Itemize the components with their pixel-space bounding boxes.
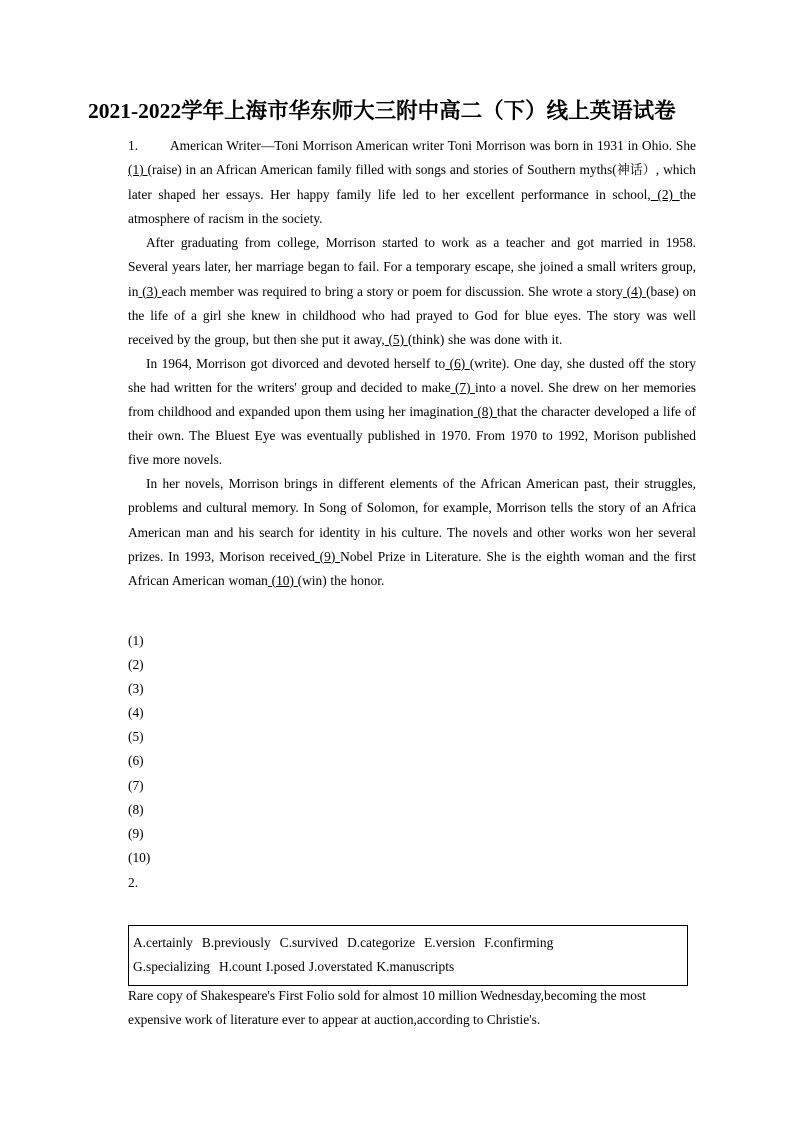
blank-2[interactable]: (2) [650,187,680,203]
answer-row[interactable]: (3) [128,681,144,697]
question-number-1: 1. [128,138,139,153]
word-option-a[interactable]: A.certainly [133,935,193,950]
word-option-j[interactable]: J.overstated [308,959,373,975]
paragraph-1 [128,134,696,231]
answer-row[interactable]: (7) [128,777,144,793]
blank-3[interactable]: (3) [138,283,162,299]
word-bank-line-2 [133,955,683,979]
p4-text-b: Nobel Prize in Literature. She is the eighth woman and the first African American woman [128,548,697,588]
answer-row[interactable]: (6) [128,753,144,769]
answer-row[interactable]: (9) [128,825,144,841]
p1-text-c: , which later shaped her essays. Her happy family life led to her excellent performance in school, [128,162,696,203]
question-2-passage [128,984,696,1032]
blank-9[interactable]: (9) [314,548,341,564]
word-option-i[interactable]: I.posed [265,959,305,975]
word-option-k[interactable]: K.manuscripts [376,959,455,975]
passage-line-1: Rare copy of Shakespeare's First Folio sold for almost 10 million Wednesday,becoming the most [128,988,646,1003]
paragraph-4 [128,472,696,592]
p1-text-a: American Writer—Toni Morrison American writer Toni Morrison was born in 1931 in Ohio. She [170,138,696,153]
p2-text-d: (think) she was done with it. [407,331,563,347]
paragraph-2 [128,231,696,351]
p2-text-a: After graduating from college, Morrison started to work as a teacher and got married in 1958. Several years later, her marriage began to fail. For a temporary escape, she joined a small writers group, in [128,235,696,299]
word-bank-box [128,925,688,986]
word-bank-line-1 [133,931,683,955]
p2-text-c: (base) on the life of a girl she knew in childhood who had prayed to God for blue eyes. The story was well received by the group, but then she put it away, [128,283,696,347]
word-option-g[interactable]: G.specializing [133,959,210,975]
blank-7[interactable]: (7) [450,379,476,395]
blank-1[interactable]: (1) [128,162,148,178]
word-option-b[interactable]: B.previously [201,935,271,950]
p4-text-a: In her novels, Morrison brings in different elements of the African American past, their struggles, problems and cultural memory. In Song of Solomon, for example, Morrison tells the story of an Africa American man and his search for identity in his culture. The novels and other works won her several prizes. In 1993, Morison received [128,476,696,564]
answer-row[interactable]: (5) [128,729,144,745]
word-option-d[interactable]: D.categorize [347,935,416,950]
question-1-body [128,134,696,593]
answer-row[interactable]: (8) [128,801,144,817]
answer-row[interactable]: (10) [128,849,151,865]
p2-text-b: each member was required to bring a story or poem for discussion. She wrote a story [161,283,623,299]
answer-row[interactable]: (4) [128,705,144,721]
p3-text-c: into a novel. She drew on her memories from childhood and expanded upon them using her imagination [128,379,696,420]
passage-line-2: expensive work of literature ever to appear at auction,according to Christie's. [128,1012,541,1028]
blank-5[interactable]: (5) [384,331,408,347]
p3-text-a: In 1964, Morrison got divorced and devoted herself to [146,355,446,371]
answer-row[interactable]: (2) [128,657,144,673]
blank-6[interactable]: (6) [445,355,470,371]
word-option-c[interactable]: C.survived [279,935,339,950]
p1-text-d: the atmosphere of racism in the society. [128,187,696,227]
answer-blank-list [128,629,368,870]
word-option-h[interactable]: H.count [218,959,262,975]
p3-text-d: that the character developed a life of their own. The Bluest Eye was eventually published in 1970. From 1970 to 1992, Morison published five more novels. [128,404,696,468]
page-title: 2021-2022学年上海市华东师大三附中高二（下）线上英语试卷 [88,99,676,123]
p3-text-b: (write). One day, she dusted off the story she had written for the writers' group and decided to make [128,355,696,395]
p1-cjk-gloss: 神话） [616,163,656,179]
p4-text-c: (win) the honor. [297,572,385,588]
paragraph-3 [128,352,696,472]
blank-10[interactable]: (10) [267,572,298,588]
word-option-f[interactable]: F.confirming [484,935,554,950]
blank-8[interactable]: (8) [473,404,497,420]
word-option-e[interactable]: E.version [424,935,476,950]
p1-text-b: (raise) in an African American family filled with songs and stories of Southern myths( [147,162,617,178]
answer-row[interactable]: (1) [128,633,144,648]
question-number-2: 2. [128,875,139,890]
blank-4[interactable]: (4) [622,283,647,299]
